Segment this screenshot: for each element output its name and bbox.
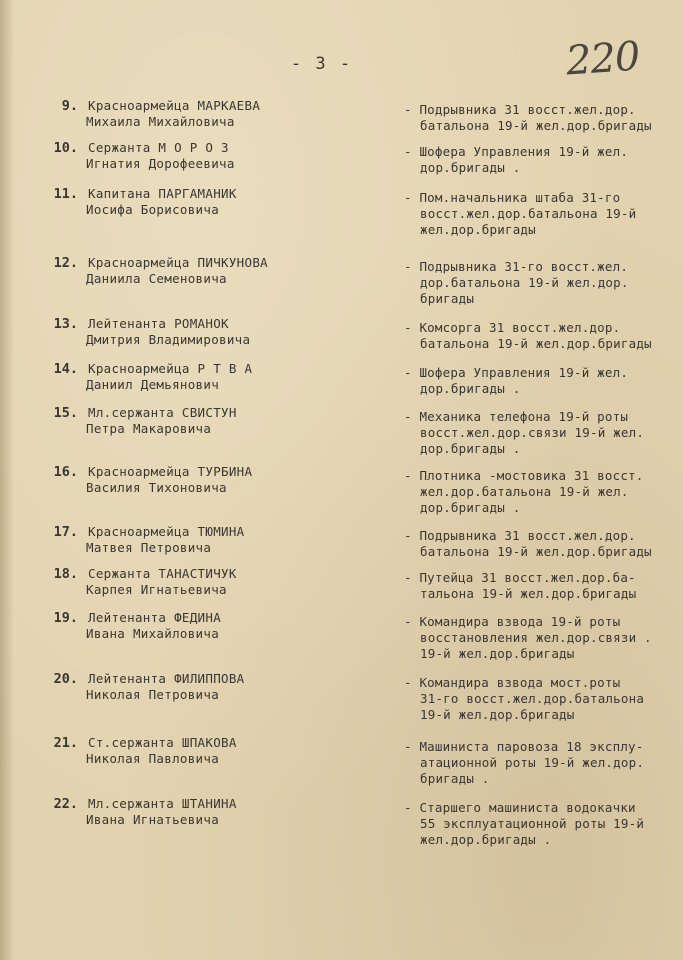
- entry-rank-surname: Сержанта ТАНАСТИЧУК: [88, 566, 237, 581]
- entry-position-line: жел.дор.батальона 19-й жел.: [420, 484, 629, 499]
- entry-position-line: дор.бригады .: [420, 160, 521, 175]
- entry-position-line: тальона 19-й жел.дор.бригады: [420, 586, 637, 601]
- entry-position-line: дор.бригады .: [420, 441, 521, 456]
- entry-number: 13.: [53, 316, 78, 332]
- entry-number: 9.: [61, 98, 78, 114]
- entry-given-names: Петра Макаровича: [86, 421, 212, 436]
- entry-position-line: 31-го восст.жел.дор.батальона: [420, 691, 645, 706]
- entry-rank-surname: Красноармейца ПИЧКУНОВА: [88, 255, 268, 270]
- entry-position-line: - Шофера Управления 19-й жел.: [404, 365, 629, 380]
- entry-position-line: бригады: [420, 291, 475, 306]
- entry-position-line: - Командира взвода 19-й роты: [404, 614, 621, 629]
- entry-number: 22.: [53, 796, 78, 812]
- entry-number: 15.: [53, 405, 78, 421]
- entry-rank-surname: Мл.сержанта СВИСТУН: [88, 405, 237, 420]
- entry-position-line: - Пом.начальника штаба 31-го: [404, 190, 621, 205]
- entry-given-names: Николая Петровича: [86, 687, 220, 702]
- entry-position-line: 19-й жел.дор.бригады: [420, 646, 575, 661]
- entry-position-line: восст.жел.дор.связи 19-й жел.: [420, 425, 645, 440]
- entry-position-line: - Механика телефона 19-й роты: [404, 409, 629, 424]
- entry-number: 19.: [53, 610, 78, 626]
- entry-rank-surname: Капитана ПАРГАМАНИК: [88, 186, 237, 201]
- entry-position-line: - Машиниста паровоза 18 эксплу-: [404, 739, 644, 754]
- entry-position-line: - Подрывника 31 восст.жел.дор.: [404, 102, 636, 117]
- entry-number: 14.: [53, 361, 78, 377]
- entry-rank-surname: Мл.сержанта ШТАНИНА: [88, 796, 237, 811]
- entry-position-line: дор.батальона 19-й жел.дор.: [420, 275, 629, 290]
- entry-position-line: - Подрывника 31 восст.жел.дор.: [404, 528, 636, 543]
- entry-number: 21.: [53, 735, 78, 751]
- entry-given-names: Даниила Семеновича: [86, 271, 227, 286]
- entry-given-names: Дмитрия Владимировича: [86, 332, 251, 347]
- entry-number: 16.: [53, 464, 78, 480]
- entry-rank-surname: Лейтенанта ФИЛИППОВА: [88, 671, 245, 686]
- entry-given-names: Матвея Петровича: [86, 540, 212, 555]
- entry-rank-surname: Сержанта М О Р О З: [88, 140, 229, 155]
- entry-given-names: Игнатия Дорофеевича: [86, 156, 235, 171]
- entry-position-line: - Комсорга 31 восст.жел.дор.: [404, 320, 621, 335]
- entry-position-line: восст.жел.дор.батальона 19-й: [420, 206, 637, 221]
- entry-given-names: Ивана Игнатьевича: [86, 812, 220, 827]
- entry-position-line: жел.дор.бригады: [420, 222, 536, 237]
- entry-position-line: восстановления жел.дор.связи .: [420, 630, 652, 645]
- entry-rank-surname: Красноармейца Р Т В А: [88, 361, 253, 376]
- entry-given-names: Иосифа Борисовича: [86, 202, 220, 217]
- entry-position-line: батальона 19-й жел.дор.бригады: [420, 544, 652, 559]
- page-number: - 3 -: [290, 54, 353, 74]
- entry-given-names: Даниил Демьянович: [86, 377, 220, 392]
- entry-given-names: Карпея Игнатьевича: [86, 582, 227, 597]
- entry-rank-surname: Лейтенанта РОМАНОК: [88, 316, 229, 331]
- entry-position-line: 55 эксплуатационной роты 19-й: [420, 816, 645, 831]
- entry-position-line: дор.бригады .: [420, 381, 521, 396]
- entry-number: 12.: [53, 255, 78, 271]
- entry-position-line: - Шофера Управления 19-й жел.: [404, 144, 629, 159]
- entry-position-line: батальона 19-й жел.дор.бригады: [420, 118, 652, 133]
- entry-position-line: - Старшего машиниста водокачки: [404, 800, 636, 815]
- entry-position-line: - Командира взвода мост.роты: [404, 675, 621, 690]
- entry-given-names: Николая Павловича: [86, 751, 220, 766]
- entry-rank-surname: Ст.сержанта ШПАКОВА: [88, 735, 237, 750]
- entry-position-line: - Подрывника 31-го восст.жел.: [404, 259, 629, 274]
- entry-given-names: Михаила Михайловича: [86, 114, 235, 129]
- entry-position-line: дор.бригады .: [420, 500, 521, 515]
- entry-position-line: бригады .: [420, 771, 490, 786]
- entry-number: 17.: [53, 524, 78, 540]
- entry-number: 18.: [53, 566, 78, 582]
- page-edge-shadow: [0, 0, 14, 960]
- entry-position-line: - Плотника -мостовика 31 восст.: [404, 468, 644, 483]
- entry-given-names: Василия Тихоновича: [86, 480, 227, 495]
- entry-number: 11.: [53, 186, 78, 202]
- entry-number: 10.: [53, 140, 78, 156]
- entry-position-line: батальона 19-й жел.дор.бригады: [420, 336, 652, 351]
- entry-rank-surname: Красноармейца ТЮМИНА: [88, 524, 245, 539]
- entry-position-line: 19-й жел.дор.бригады: [420, 707, 575, 722]
- entry-position-line: жел.дор.бригады .: [420, 832, 552, 847]
- entry-rank-surname: Лейтенанта ФЕДИНА: [88, 610, 222, 625]
- handwritten-folio-number: 220: [564, 33, 641, 85]
- entry-rank-surname: Красноармейца ТУРБИНА: [88, 464, 253, 479]
- entry-position-line: атационной роты 19-й жел.дор.: [420, 755, 645, 770]
- entry-rank-surname: Красноармейца МАРКАЕВА: [88, 98, 261, 113]
- entry-given-names: Ивана Михайловича: [86, 626, 220, 641]
- entry-number: 20.: [53, 671, 78, 687]
- entry-position-line: - Путейца 31 восст.жел.дор.ба-: [404, 570, 636, 585]
